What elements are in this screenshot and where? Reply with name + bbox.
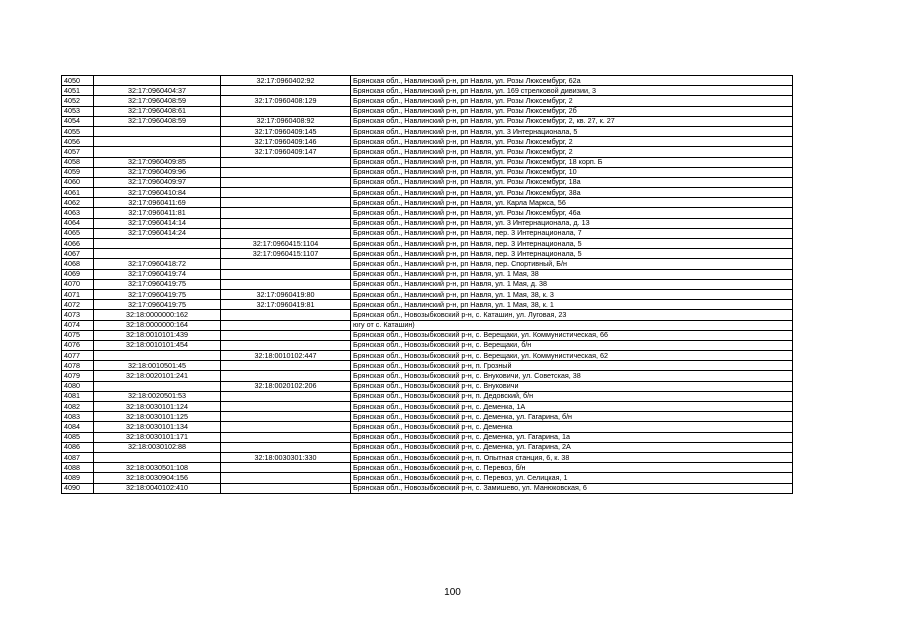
address-cell: Брянская обл., Навлинский р-н, рп Навля, ул. 3 Интернационала, д. 13: [351, 218, 793, 228]
linked-cadastral-number-cell: [221, 391, 351, 401]
address-cell: Брянская обл., Навлинский р-н, рп Навля, ул. Карла Маркса, 56: [351, 198, 793, 208]
address-cell: Брянская обл., Навлинский р-н, рп Навля, ул. 169 стрелковой дивизии, 3: [351, 86, 793, 96]
cadastral-number-cell: 32:17:0960419:75: [94, 289, 221, 299]
row-number-cell: 4070: [62, 279, 94, 289]
address-cell: Брянская обл., Навлинский р-н, рп Навля, ул. 1 Мая, 38, к. 3: [351, 289, 793, 299]
address-cell: Брянская обл., Новозыбковский р-н, с. Деменка, ул. Гагарина, 1а: [351, 432, 793, 442]
row-number-cell: 4090: [62, 483, 94, 493]
address-cell: Брянская обл., Новозыбковский р-н, с. Верещаки, б/н: [351, 340, 793, 350]
cadastral-number-cell: [94, 76, 221, 86]
cadastral-number-cell: 32:18:0030101:124: [94, 402, 221, 412]
row-number-cell: 4057: [62, 147, 94, 157]
table-row: [62, 279, 793, 289]
table-row: [62, 259, 793, 269]
linked-cadastral-number-cell: [221, 483, 351, 493]
linked-cadastral-number-cell: [221, 473, 351, 483]
row-number-cell: 4076: [62, 340, 94, 350]
linked-cadastral-number-cell: [221, 442, 351, 452]
address-cell: Брянская обл., Новозыбковский р-н, с. Замишево, ул. Манюковская, 6: [351, 483, 793, 493]
cadastral-number-cell: 32:18:0030101:171: [94, 432, 221, 442]
cadastral-number-cell: 32:18:0030102:88: [94, 442, 221, 452]
table-row: [62, 96, 793, 106]
cadastral-number-cell: 32:18:0000000:164: [94, 320, 221, 330]
table-row: [62, 463, 793, 473]
table-row: [62, 249, 793, 259]
cadastral-number-cell: 32:18:0040102:410: [94, 483, 221, 493]
registry-table-body: [62, 76, 793, 494]
cadastral-number-cell: 32:17:0960414:24: [94, 228, 221, 238]
address-cell: Брянская обл., Навлинский р-н, рп Навля, ул. Розы Люксембург, 38а: [351, 188, 793, 198]
cadastral-number-cell: [94, 126, 221, 136]
address-cell: Брянская обл., Навлинский р-н, рп Навля, ул. 1 Мая, 38: [351, 269, 793, 279]
row-number-cell: 4075: [62, 330, 94, 340]
linked-cadastral-number-cell: 32:17:0960415:1107: [221, 249, 351, 259]
linked-cadastral-number-cell: [221, 188, 351, 198]
page-number: 100: [444, 587, 461, 598]
table-row: [62, 381, 793, 391]
cadastral-number-cell: 32:17:0960419:75: [94, 279, 221, 289]
cadastral-number-cell: 32:18:0010501:45: [94, 361, 221, 371]
linked-cadastral-number-cell: [221, 361, 351, 371]
row-number-cell: 4050: [62, 76, 94, 86]
table-row: [62, 402, 793, 412]
address-cell: Брянская обл., Навлинский р-н, рп Навля, ул. Розы Люксембург, 18 корп. Б: [351, 157, 793, 167]
cadastral-number-cell: 32:17:0960410:84: [94, 188, 221, 198]
address-cell: Брянская обл., Навлинский р-н, рп Навля, ул. Розы Люксембург, 2б: [351, 106, 793, 116]
row-number-cell: 4063: [62, 208, 94, 218]
row-number-cell: 4054: [62, 116, 94, 126]
linked-cadastral-number-cell: [221, 198, 351, 208]
linked-cadastral-number-cell: 32:18:0010102:447: [221, 351, 351, 361]
cadastral-number-cell: [94, 239, 221, 249]
row-number-cell: 4056: [62, 137, 94, 147]
row-number-cell: 4079: [62, 371, 94, 381]
row-number-cell: 4078: [62, 361, 94, 371]
row-number-cell: 4072: [62, 300, 94, 310]
table-row: [62, 351, 793, 361]
linked-cadastral-number-cell: [221, 371, 351, 381]
address-cell: Брянская обл., Навлинский р-н, рп Навля, ул. 1 Мая, 38, к. 1: [351, 300, 793, 310]
table-row: [62, 300, 793, 310]
table-row: [62, 167, 793, 177]
table-row: [62, 126, 793, 136]
cadastral-number-cell: 32:18:0010101:454: [94, 340, 221, 350]
address-cell: Брянская обл., Новозыбковский р-н, п. Дедовский, б/н: [351, 391, 793, 401]
table-row: [62, 228, 793, 238]
cadastral-number-cell: [94, 452, 221, 462]
address-cell: Брянская обл., Новозыбковский р-н, п. Грозный: [351, 361, 793, 371]
linked-cadastral-number-cell: [221, 208, 351, 218]
row-number-cell: 4058: [62, 157, 94, 167]
linked-cadastral-number-cell: [221, 310, 351, 320]
table-row: [62, 218, 793, 228]
row-number-cell: 4051: [62, 86, 94, 96]
table-row: [62, 76, 793, 86]
address-cell: Брянская обл., Навлинский р-н, рп Навля, пер. Спортивный, Б/н: [351, 259, 793, 269]
table-row: [62, 188, 793, 198]
linked-cadastral-number-cell: 32:17:0960408:92: [221, 116, 351, 126]
table-row: [62, 371, 793, 381]
address-cell: Брянская обл., Новозыбковский р-н, с. Деменка, ул. Гагарина, б/н: [351, 412, 793, 422]
address-cell: Брянская обл., Новозыбковский р-н, с. Внуковичи, ул. Советская, 38: [351, 371, 793, 381]
table-row: [62, 269, 793, 279]
address-cell: Брянская обл., Новозыбковский р-н, с. Каташин, ул. Луговая, 23: [351, 310, 793, 320]
cadastral-number-cell: 32:17:0960411:69: [94, 198, 221, 208]
row-number-cell: 4062: [62, 198, 94, 208]
cadastral-number-cell: 32:17:0960411:81: [94, 208, 221, 218]
row-number-cell: 4064: [62, 218, 94, 228]
cadastral-number-cell: 32:18:0010101:439: [94, 330, 221, 340]
table-row: [62, 239, 793, 249]
row-number-cell: 4083: [62, 412, 94, 422]
row-number-cell: 4065: [62, 228, 94, 238]
table-row: [62, 473, 793, 483]
table-row: [62, 198, 793, 208]
cadastral-number-cell: 32:17:0960409:96: [94, 167, 221, 177]
table-row: [62, 452, 793, 462]
linked-cadastral-number-cell: [221, 422, 351, 432]
cadastral-number-cell: [94, 351, 221, 361]
linked-cadastral-number-cell: [221, 259, 351, 269]
cadastral-number-cell: [94, 137, 221, 147]
table-row: [62, 147, 793, 157]
linked-cadastral-number-cell: 32:18:0020102:206: [221, 381, 351, 391]
address-cell: югу от с. Каташин): [351, 320, 793, 330]
row-number-cell: 4071: [62, 289, 94, 299]
address-cell: Брянская обл., Навлинский р-н, рп Навля, ул. Розы Люксембург, 2: [351, 147, 793, 157]
linked-cadastral-number-cell: 32:18:0030301:330: [221, 452, 351, 462]
linked-cadastral-number-cell: [221, 463, 351, 473]
row-number-cell: 4089: [62, 473, 94, 483]
linked-cadastral-number-cell: [221, 402, 351, 412]
address-cell: Брянская обл., Навлинский р-н, рп Навля, ул. 1 Мая, д. 38: [351, 279, 793, 289]
linked-cadastral-number-cell: [221, 279, 351, 289]
table-row: [62, 289, 793, 299]
table-row: [62, 310, 793, 320]
registry-table: [61, 75, 793, 494]
table-row: [62, 320, 793, 330]
linked-cadastral-number-cell: [221, 432, 351, 442]
row-number-cell: 4055: [62, 126, 94, 136]
linked-cadastral-number-cell: 32:17:0960409:147: [221, 147, 351, 157]
cadastral-number-cell: 32:18:0030101:134: [94, 422, 221, 432]
linked-cadastral-number-cell: 32:17:0960409:145: [221, 126, 351, 136]
table-row: [62, 157, 793, 167]
cadastral-number-cell: 32:17:0960404:37: [94, 86, 221, 96]
table-row: [62, 391, 793, 401]
linked-cadastral-number-cell: [221, 330, 351, 340]
linked-cadastral-number-cell: [221, 86, 351, 96]
cadastral-number-cell: [94, 381, 221, 391]
cadastral-number-cell: 32:17:0960408:59: [94, 116, 221, 126]
linked-cadastral-number-cell: [221, 320, 351, 330]
linked-cadastral-number-cell: [221, 157, 351, 167]
address-cell: Брянская обл., Навлинский р-н, рп Навля, пер. 3 Интернационала, 7: [351, 228, 793, 238]
address-cell: Брянская обл., Новозыбковский р-н, п. Опытная станция, 6, к. 38: [351, 452, 793, 462]
address-cell: Брянская обл., Новозыбковский р-н, с. Деменка: [351, 422, 793, 432]
address-cell: Брянская обл., Новозыбковский р-н, с. Перевоз, ул. Селицкая, 1: [351, 473, 793, 483]
address-cell: Брянская обл., Новозыбковский р-н, с. Внуковичи: [351, 381, 793, 391]
linked-cadastral-number-cell: [221, 340, 351, 350]
address-cell: Брянская обл., Навлинский р-н, рп Навля, ул. Розы Люксембург, 2, кв. 27, к. 27: [351, 116, 793, 126]
table-row: [62, 116, 793, 126]
row-number-cell: 4061: [62, 188, 94, 198]
linked-cadastral-number-cell: 32:17:0960402:92: [221, 76, 351, 86]
linked-cadastral-number-cell: 32:17:0960409:146: [221, 137, 351, 147]
cadastral-number-cell: 32:18:0000000:162: [94, 310, 221, 320]
table-row: [62, 330, 793, 340]
address-cell: Брянская обл., Навлинский р-н, рп Навля, ул. 3 Интернационала, 5: [351, 126, 793, 136]
cadastral-number-cell: 32:17:0960409:97: [94, 177, 221, 187]
linked-cadastral-number-cell: [221, 167, 351, 177]
table-row: [62, 340, 793, 350]
address-cell: Брянская обл., Навлинский р-н, рп Навля, ул. Розы Люксембург, 10: [351, 167, 793, 177]
linked-cadastral-number-cell: 32:17:0960408:129: [221, 96, 351, 106]
cadastral-number-cell: 32:17:0960418:72: [94, 259, 221, 269]
linked-cadastral-number-cell: [221, 177, 351, 187]
row-number-cell: 4059: [62, 167, 94, 177]
address-cell: Брянская обл., Навлинский р-н, рп Навля, ул. Розы Люксембург, 46а: [351, 208, 793, 218]
cadastral-number-cell: 32:17:0960419:74: [94, 269, 221, 279]
row-number-cell: 4073: [62, 310, 94, 320]
address-cell: Брянская обл., Новозыбковский р-н, с. Верещаки, ул. Коммунистическая, 66: [351, 330, 793, 340]
cadastral-number-cell: 32:17:0960414:14: [94, 218, 221, 228]
table-row: [62, 177, 793, 187]
table-row: [62, 137, 793, 147]
row-number-cell: 4081: [62, 391, 94, 401]
cadastral-number-cell: 32:17:0960408:61: [94, 106, 221, 116]
row-number-cell: 4087: [62, 452, 94, 462]
cadastral-number-cell: 32:17:0960408:59: [94, 96, 221, 106]
linked-cadastral-number-cell: [221, 106, 351, 116]
linked-cadastral-number-cell: 32:17:0960419:81: [221, 300, 351, 310]
table-row: [62, 106, 793, 116]
linked-cadastral-number-cell: [221, 218, 351, 228]
address-cell: Брянская обл., Новозыбковский р-н, с. Верещаки, ул. Коммунистическая, 62: [351, 351, 793, 361]
cadastral-number-cell: 32:17:0960419:75: [94, 300, 221, 310]
table-row: [62, 442, 793, 452]
table-row: [62, 86, 793, 96]
row-number-cell: 4084: [62, 422, 94, 432]
row-number-cell: 4068: [62, 259, 94, 269]
address-cell: Брянская обл., Новозыбковский р-н, с. Перевоз, б/н: [351, 463, 793, 473]
linked-cadastral-number-cell: [221, 412, 351, 422]
address-cell: Брянская обл., Навлинский р-н, рп Навля, ул. Розы Люксембург, 2: [351, 96, 793, 106]
row-number-cell: 4088: [62, 463, 94, 473]
table-row: [62, 361, 793, 371]
linked-cadastral-number-cell: 32:17:0960415:1104: [221, 239, 351, 249]
address-cell: Брянская обл., Навлинский р-н, рп Навля, пер. 3 Интернационала, 5: [351, 249, 793, 259]
address-cell: Брянская обл., Новозыбковский р-н, с. Деменка, ул. Гагарина, 2А: [351, 442, 793, 452]
address-cell: Брянская обл., Навлинский р-н, рп Навля, пер. 3 Интернационала, 5: [351, 239, 793, 249]
table-row: [62, 483, 793, 493]
row-number-cell: 4053: [62, 106, 94, 116]
row-number-cell: 4077: [62, 351, 94, 361]
linked-cadastral-number-cell: [221, 228, 351, 238]
address-cell: Брянская обл., Навлинский р-н, рп Навля, ул. Розы Люксембург, 18а: [351, 177, 793, 187]
cadastral-number-cell: 32:18:0030904:156: [94, 473, 221, 483]
address-cell: Брянская обл., Навлинский р-н, рп Навля, ул. Розы Люксембург, 2: [351, 137, 793, 147]
linked-cadastral-number-cell: 32:17:0960419:80: [221, 289, 351, 299]
row-number-cell: 4052: [62, 96, 94, 106]
row-number-cell: 4082: [62, 402, 94, 412]
cadastral-number-cell: 32:18:0030101:125: [94, 412, 221, 422]
cadastral-number-cell: 32:17:0960409:85: [94, 157, 221, 167]
row-number-cell: 4085: [62, 432, 94, 442]
table-row: [62, 208, 793, 218]
address-cell: Брянская обл., Навлинский р-н, рп Навля, ул. Розы Люксембург, 62а: [351, 76, 793, 86]
row-number-cell: 4080: [62, 381, 94, 391]
cadastral-number-cell: [94, 147, 221, 157]
table-row: [62, 412, 793, 422]
address-cell: Брянская обл., Новозыбковский р-н, с. Деменка, 1А: [351, 402, 793, 412]
table-row: [62, 432, 793, 442]
row-number-cell: 4074: [62, 320, 94, 330]
row-number-cell: 4067: [62, 249, 94, 259]
table-row: [62, 422, 793, 432]
row-number-cell: 4086: [62, 442, 94, 452]
cadastral-number-cell: [94, 249, 221, 259]
cadastral-number-cell: 32:18:0020501:53: [94, 391, 221, 401]
row-number-cell: 4069: [62, 269, 94, 279]
cadastral-number-cell: 32:18:0020101:241: [94, 371, 221, 381]
row-number-cell: 4060: [62, 177, 94, 187]
row-number-cell: 4066: [62, 239, 94, 249]
linked-cadastral-number-cell: [221, 269, 351, 279]
cadastral-number-cell: 32:18:0030501:108: [94, 463, 221, 473]
